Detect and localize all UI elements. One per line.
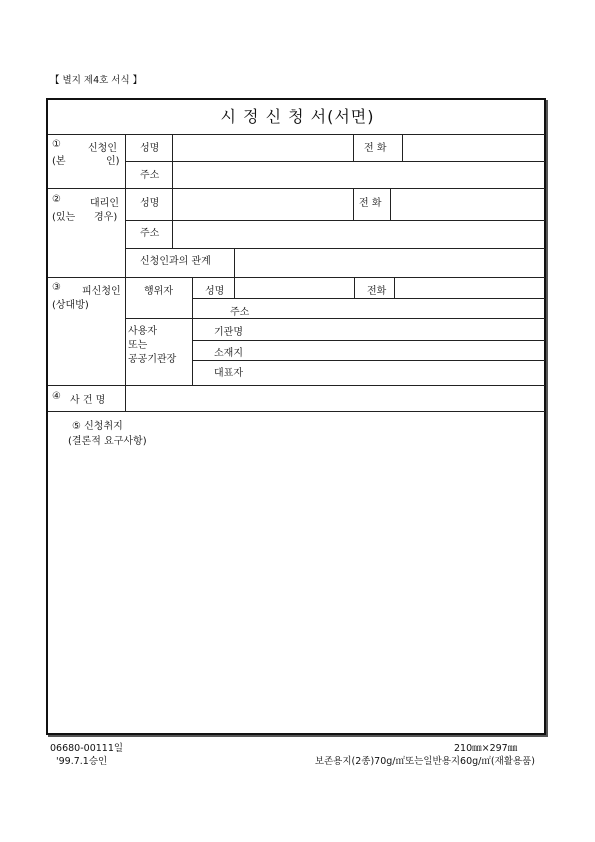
s1-phone-line-a — [353, 134, 354, 161]
s1-name-label: 성명 — [140, 143, 160, 154]
s1-row-divider — [125, 161, 545, 162]
s3-location-label: 소재지 — [214, 348, 243, 359]
s3-label-paren: (상대방) — [52, 300, 89, 311]
s2-row-divider-1 — [125, 220, 545, 221]
s1-number: ① — [52, 139, 61, 150]
section2-bottom-line — [48, 277, 545, 278]
footer-paper: 보존용지(2종)70g/㎡또는일반용지60g/㎡(재활용품) — [314, 756, 535, 767]
form-title: 시 정 신 청 서(서면) — [220, 107, 375, 126]
section4-bottom-line — [48, 411, 545, 412]
s2-relation-label: 신청인과의 관계 — [140, 256, 211, 267]
s3-agency-label: 기관명 — [214, 327, 243, 338]
footer-size: 210㎜×297㎜ — [454, 743, 518, 754]
s2-phone-label: 전 화 — [359, 198, 382, 209]
s5-label: ⑤ 신청취지 — [72, 421, 123, 432]
s4-number: ④ — [52, 391, 61, 402]
s3-user-divider-1 — [192, 340, 545, 341]
s1-phone-line-b — [402, 134, 403, 161]
s3-user-label-1: 사용자 — [128, 326, 157, 337]
section3-bottom-line — [48, 385, 545, 386]
label-column-line — [125, 134, 126, 385]
s1-label: 신청인 — [88, 143, 117, 154]
s2-number: ② — [52, 194, 61, 205]
form-code-label: 【 별지 제4호 서식 】 — [50, 75, 143, 86]
s3-name-label: 성명 — [205, 286, 225, 297]
s2-name-label: 성명 — [140, 198, 160, 209]
s3-address-label: 주소 — [230, 307, 250, 318]
title-bottom-line — [48, 134, 545, 135]
s2-relation-line — [234, 248, 235, 277]
s2-label: 대리인 — [90, 198, 119, 209]
s2-label-paren-right: 경우) — [94, 212, 118, 223]
s3-user-top-line — [125, 318, 545, 319]
s1-phone-label: 전 화 — [364, 143, 387, 154]
section1-bottom-line — [48, 188, 545, 189]
s2-label-paren-left: (있는 — [52, 212, 76, 223]
s3-phone-line-a — [354, 277, 355, 298]
s2-row-divider-2 — [125, 248, 545, 249]
s3-name-line — [234, 277, 235, 298]
s3-user-divider-2 — [192, 360, 545, 361]
s4-label-line — [125, 385, 126, 411]
footer-approval: '99.7.1승인 — [56, 756, 108, 767]
s3-subgroup-line — [192, 277, 193, 385]
s4-label: 사 건 명 — [70, 395, 106, 406]
s3-label: 피신청인 — [82, 286, 121, 297]
s3-phone-label: 전화 — [367, 286, 387, 297]
s3-number: ③ — [52, 282, 61, 293]
s2-field-label-line — [172, 188, 173, 248]
s1-label-paren-left: (본 — [52, 156, 66, 167]
s3-actor-divider — [192, 298, 545, 299]
s5-sublabel: (결론적 요구사항) — [68, 436, 147, 447]
s1-label-paren-right: 인) — [106, 156, 120, 167]
s1-address-label: 주소 — [140, 170, 160, 181]
s3-user-label-2: 또는 — [128, 340, 148, 351]
s1-field-label-line — [172, 134, 173, 188]
s2-phone-line-a — [353, 188, 354, 220]
s3-representative-label: 대표자 — [214, 368, 243, 379]
s2-phone-line-b — [390, 188, 391, 220]
footer-code: 06680-00111일 — [50, 743, 124, 754]
s3-actor-label: 행위자 — [144, 286, 173, 297]
s3-phone-line-b — [394, 277, 395, 298]
s3-user-label-3: 공공기관장 — [128, 354, 177, 365]
s2-address-label: 주소 — [140, 228, 160, 239]
